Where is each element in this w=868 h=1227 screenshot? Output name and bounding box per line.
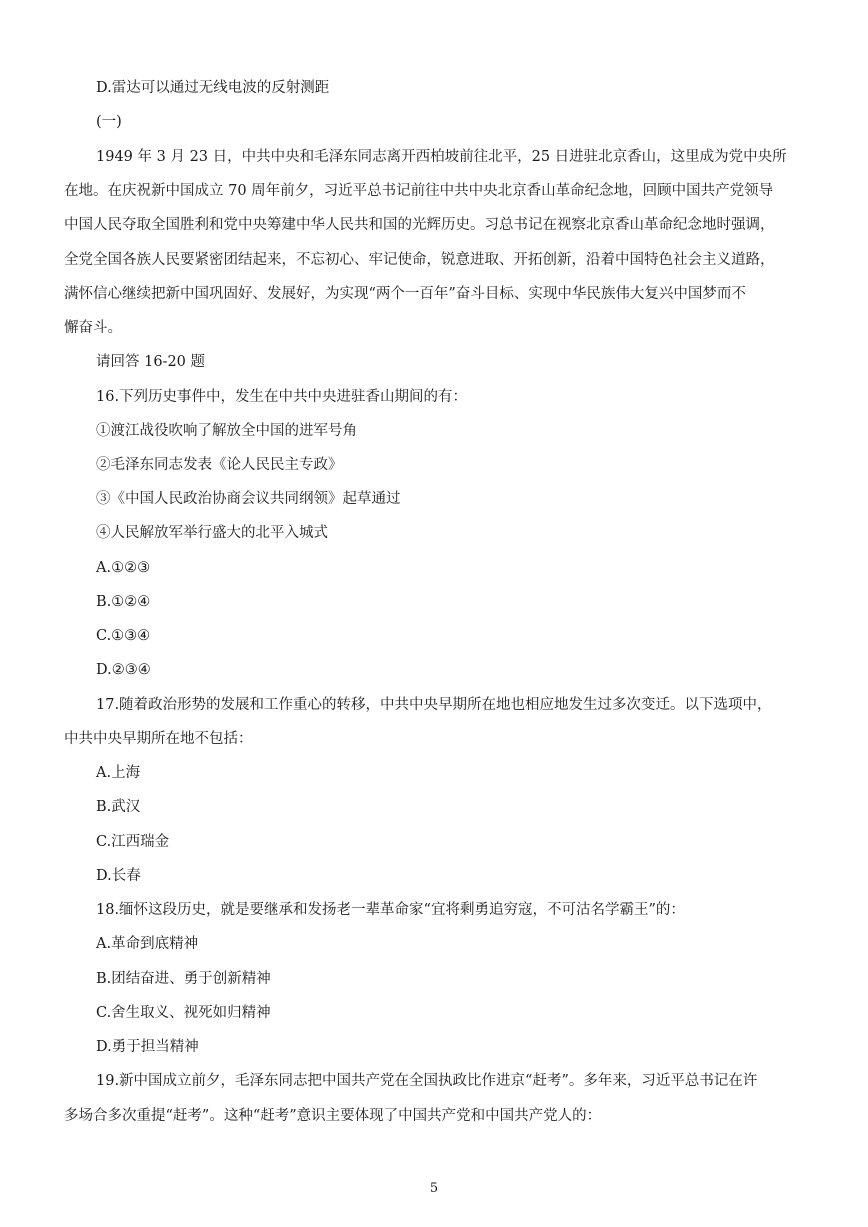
question-16-item-1: ①渡江战役吹响了解放全中国的进军号角 [96, 423, 357, 439]
question-18-option-a: A.革命到底精神 [96, 936, 199, 952]
passage-line: 在地。在庆祝新中国成立 70 周年前夕，习近平总书记前往中共中央北京香山革命纪念地，回顾中国共产党领导 [64, 183, 774, 199]
question-17-option-c: C.江西瑞金 [96, 834, 170, 850]
answer-option-d-prev: D.雷达可以通过无线电波的反射测距 [96, 80, 330, 96]
passage-line: 全党全国各族人民要紧密团结起来，不忘初心、牢记使命，锐意进取、开拓创新，沿着中国特色社会主义道路， [64, 252, 775, 268]
passage-line: 中国人民夺取全国胜利和党中央筹建中华人民共和国的光辉历史。习总书记在视察北京香山革命纪念地时强调， [64, 217, 775, 233]
question-18: 18.缅怀这段历史，就是要继承和发扬老一辈革命家“宜将剩勇追穷寇，不可沽名学霸王”的： [96, 902, 685, 918]
question-17: 17.随着政治形势的发展和工作重心的转移，中共中央早期所在地也相应地发生过多次变迁。以下选项中， [96, 697, 772, 713]
question-16: 16.下列历史事件中，发生在中共中央进驻香山期间的有： [96, 389, 468, 405]
question-16-option-c: C.①③④ [96, 628, 151, 644]
question-16-option-d: D.②③④ [96, 662, 151, 678]
question-17-option-a: A.上海 [96, 765, 141, 781]
question-16-option-a: A.①②③ [96, 560, 151, 576]
section-heading: (一) [96, 114, 122, 130]
question-18-option-b: B.团结奋进、勇于创新精神 [96, 971, 271, 987]
instruction-line: 请回答 16-20 题 [96, 354, 206, 370]
page-number: 5 [429, 1181, 439, 1196]
question-16-item-3: ③《中国人民政治协商会议共同纲领》起草通过 [96, 491, 401, 507]
question-17-option-d: D.长春 [96, 868, 141, 884]
question-16-item-4: ④人民解放军举行盛大的北平入城式 [96, 525, 328, 541]
question-18-option-d: D.勇于担当精神 [96, 1039, 199, 1055]
question-17-continued: 中共中央早期所在地不包括： [64, 731, 253, 747]
passage-line: 满怀信心继续把新中国巩固好、发展好，为实现“两个一百年”奋斗目标、实现中华民族伟大复兴中国梦而不 [64, 286, 746, 302]
passage-line: 1949 年 3 月 23 日，中共中央和毛泽东同志离开西柏坡前往北平，25 日进驻北京香山，这里成为党中央所 [96, 149, 787, 165]
question-16-item-2: ②毛泽东同志发表《论人民民主专政》 [96, 457, 343, 473]
question-17-option-b: B.武汉 [96, 799, 141, 815]
question-19-continued: 多场合多次重提“赶考”。这种“赶考”意识主要体现了中国共产党和中国共产党人的： [64, 1108, 602, 1124]
question-16-option-b: B.①②④ [96, 594, 151, 610]
passage-line: 懈奋斗。 [64, 320, 122, 336]
question-18-option-c: C.舍生取义、视死如归精神 [96, 1005, 271, 1021]
question-19: 19.新中国成立前夕，毛泽东同志把中国共产党在全国执政比作进京“赶考”。多年来，习近平总书记在许 [96, 1073, 758, 1089]
